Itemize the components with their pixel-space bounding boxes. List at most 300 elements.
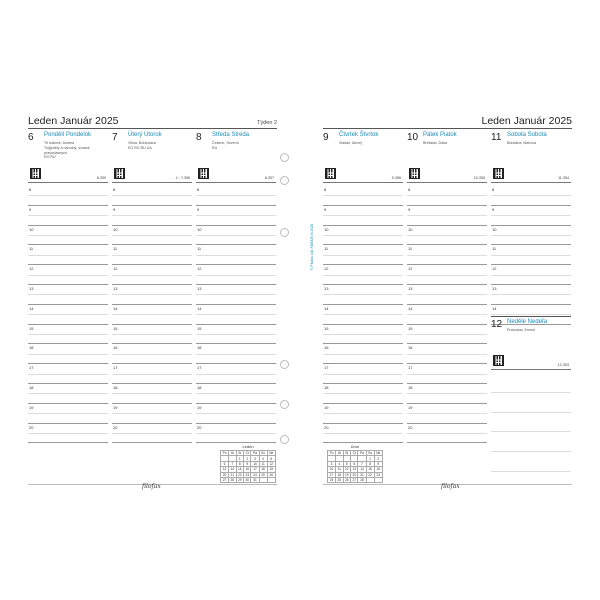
hour-row (323, 325, 403, 345)
day-name: Neděle Nedeľa (507, 319, 548, 325)
hour-label: 18 (113, 384, 118, 390)
mini-calendar-cell: 18 (337, 472, 342, 477)
mini-calendar-cell: 21 (230, 472, 235, 477)
day-note: Vilma, Bohuslava (128, 141, 156, 145)
day-number: 7 (112, 132, 118, 143)
hour-label: 16 (29, 345, 34, 351)
half-hour-line (28, 255, 108, 256)
half-hour-line (112, 235, 192, 236)
day-divider (196, 182, 276, 183)
qr-code-icon (493, 168, 504, 179)
hour-label: 20 (29, 424, 34, 430)
half-hour-line (196, 334, 276, 335)
mini-calendar-cell: 22 (237, 472, 242, 477)
day-column (491, 130, 571, 460)
half-hour-line (323, 275, 403, 276)
hour-row (323, 245, 403, 265)
hour-label: 12 (408, 266, 413, 272)
hour-row (323, 186, 403, 206)
hour-row (323, 305, 403, 325)
mini-calendar-cell: 14 (230, 467, 235, 472)
mini-calendar-february (327, 444, 383, 483)
hour-label: 10 (324, 226, 329, 232)
half-hour-line (407, 215, 487, 216)
half-hour-line (407, 374, 487, 375)
half-hour-line (407, 195, 487, 196)
page-header (323, 114, 572, 129)
half-hour-line (112, 314, 192, 315)
half-hour-line (28, 215, 108, 216)
hour-label: 19 (408, 404, 413, 410)
half-hour-line (196, 215, 276, 216)
hour-row (28, 325, 108, 345)
day-header (112, 130, 192, 178)
half-hour-line (407, 314, 487, 315)
day-count: 12-353 (557, 363, 569, 367)
hour-row (196, 226, 276, 246)
half-hour-line (196, 294, 276, 295)
mini-calendar-grid (220, 450, 276, 483)
hour-row (323, 285, 403, 305)
day-number: 11 (491, 132, 502, 143)
day-count: 6-359 (96, 176, 106, 180)
hour-label: 9 (492, 206, 495, 212)
hour-row (407, 245, 487, 265)
half-hour-line (491, 235, 571, 236)
mini-calendar-cell: 5 (267, 456, 275, 461)
hour-row (196, 325, 276, 345)
hour-label: 10 (113, 226, 118, 232)
half-hour-line (196, 413, 276, 414)
hour-label: 11 (29, 246, 34, 252)
mini-calendar-cell: Út (336, 451, 343, 456)
hour-row (491, 265, 571, 285)
note-line (491, 373, 571, 393)
day-name: Sobota Sobota (507, 132, 547, 138)
hour-label: 13 (492, 285, 497, 291)
day-header (28, 130, 108, 178)
day-header (491, 317, 571, 365)
half-hour-line (407, 413, 487, 414)
hour-row (112, 424, 192, 444)
hour-row (28, 206, 108, 226)
hour-row (112, 404, 192, 424)
hour-label: 8 (113, 187, 116, 192)
day-column (323, 130, 403, 460)
week-label: Týden 2 (257, 120, 277, 126)
hour-label: 10 (492, 226, 497, 232)
day-notes (339, 141, 399, 146)
day-number: 10 (407, 132, 419, 143)
day-note: Břetislav, Dáša (423, 141, 447, 145)
day-header (196, 130, 276, 178)
hour-row (323, 265, 403, 285)
hour-label: 11 (492, 246, 497, 252)
hour-label: 13 (113, 285, 118, 291)
mini-calendar-cell: 2 (374, 456, 382, 461)
mini-calendar-cell: Čt (351, 451, 358, 456)
mini-calendar-cell (366, 477, 374, 482)
half-hour-line (112, 433, 192, 434)
hour-label: 14 (492, 305, 497, 311)
hour-label: 8 (324, 187, 327, 192)
hour-label: 12 (29, 266, 34, 272)
hour-label: 14 (324, 305, 329, 311)
mini-calendar-cell: 11 (336, 467, 343, 472)
mini-calendar-cell: 12 (344, 467, 349, 472)
mini-calendar-cell: 24 (328, 477, 336, 482)
mini-calendar-cell: 20 (221, 472, 229, 477)
hour-row (407, 305, 487, 325)
day-header (491, 130, 571, 178)
hour-row (196, 344, 276, 364)
ring-hole (280, 153, 289, 162)
day-note: RU (212, 145, 218, 150)
hour-label: 20 (113, 424, 118, 430)
half-hour-line (196, 314, 276, 315)
hour-row (28, 344, 108, 364)
half-hour-line (112, 354, 192, 355)
hour-row (407, 424, 487, 444)
mini-calendar-cell: Po (328, 451, 336, 456)
mini-calendar-cell: 29 (237, 478, 242, 483)
day-column (407, 130, 487, 460)
half-hour-line (323, 314, 403, 315)
hour-label: 12 (197, 266, 202, 272)
half-hour-line (491, 275, 571, 276)
hour-label: 11 (197, 246, 202, 252)
mini-calendar-cell: 27 (221, 477, 229, 482)
hour-row (196, 424, 276, 444)
mini-calendar-cell: 15 (366, 467, 374, 472)
mini-calendar-cell: 20 (352, 472, 356, 477)
day-notes (128, 141, 188, 151)
hour-row (112, 325, 192, 345)
mini-calendar-cell: Pá (358, 451, 366, 456)
hour-row (196, 265, 276, 285)
day-number: 12 (491, 319, 503, 330)
mini-calendar-cell: Ne (267, 451, 275, 456)
page-header (28, 114, 277, 129)
mini-calendar-cell: Ne (374, 451, 382, 456)
mini-calendar-cell: 19 (267, 467, 275, 472)
half-hour-line (407, 294, 487, 295)
hour-label: 15 (408, 325, 413, 331)
hour-row (28, 384, 108, 404)
day-note: Vladan, Alexej (339, 141, 362, 145)
mini-calendar-cell: Út (229, 451, 236, 456)
hour-label: 9 (197, 206, 200, 212)
note-line (491, 393, 571, 413)
mini-calendar-cell (259, 477, 267, 482)
sunday-section (491, 316, 571, 377)
mini-calendar-cell: Čt (244, 451, 251, 456)
half-hour-line (196, 393, 276, 394)
hour-label: 12 (492, 266, 497, 272)
hour-label: 11 (408, 246, 413, 252)
ring-hole (280, 228, 289, 237)
mini-calendar-cell: 1 (236, 456, 243, 461)
mini-calendar-cell: 12 (267, 461, 275, 466)
sunday-lines (491, 373, 571, 472)
hour-label: 15 (113, 325, 118, 331)
mini-calendar-cell: 16 (245, 467, 249, 472)
qr-code-icon (198, 168, 209, 179)
hour-label: 10 (408, 226, 413, 232)
mini-calendar-cell (267, 477, 275, 482)
hour-row (196, 285, 276, 305)
qr-code-icon (493, 355, 504, 366)
mini-calendar-cell: 4 (259, 456, 267, 461)
hour-row (112, 186, 192, 206)
hour-label: 9 (113, 206, 116, 212)
half-hour-line (323, 215, 403, 216)
mini-calendar-cell: 23 (374, 472, 382, 477)
half-hour-line (196, 433, 276, 434)
day-divider (407, 182, 487, 183)
half-hour-line (323, 354, 403, 355)
hour-row (323, 344, 403, 364)
hour-row (28, 364, 108, 384)
hour-row (196, 186, 276, 206)
day-note: Pravoslav, Ernest (507, 328, 535, 332)
day-note: Trojjediný a narodný, sviatok pravoslávnych (44, 145, 90, 155)
day-count: 8-357 (264, 176, 274, 180)
half-hour-line (112, 195, 192, 196)
hour-row (196, 305, 276, 325)
mini-calendar-cell: 10 (251, 461, 259, 466)
hour-label: 18 (324, 384, 329, 390)
hour-label: 14 (113, 305, 118, 311)
half-hour-line (112, 294, 192, 295)
hour-row (112, 364, 192, 384)
half-hour-line (323, 255, 403, 256)
day-notes (507, 328, 567, 333)
hour-label: 8 (408, 187, 411, 192)
hour-row (407, 226, 487, 246)
hour-label: 11 (324, 246, 329, 252)
half-hour-line (323, 433, 403, 434)
filofax-logo: filofax (441, 483, 460, 490)
day-count: 10-355 (473, 176, 485, 180)
half-hour-line (28, 334, 108, 335)
day-column (196, 130, 276, 460)
day-count: 9-356 (391, 176, 401, 180)
hour-label: 19 (324, 404, 329, 410)
mini-calendar-cell: 8 (236, 461, 243, 466)
mini-calendar-cell: 17 (328, 472, 336, 477)
filofax-logo: filofax (142, 483, 161, 490)
hour-label: 8 (29, 187, 32, 192)
mini-calendar-january (220, 444, 276, 483)
hour-row (28, 285, 108, 305)
half-hour-line (28, 413, 108, 414)
qr-code-icon (30, 168, 41, 179)
hour-label: 12 (113, 266, 118, 272)
hour-label: 13 (408, 285, 413, 291)
hour-row (407, 285, 487, 305)
hour-label: 20 (324, 424, 329, 430)
hour-row (28, 186, 108, 206)
half-hour-line (112, 374, 192, 375)
right-page (315, 104, 580, 499)
hour-list (407, 186, 487, 443)
day-header (407, 130, 487, 178)
hour-row (28, 404, 108, 424)
hour-row (491, 186, 571, 206)
half-hour-line (28, 433, 108, 434)
hour-label: 13 (29, 285, 34, 291)
half-hour-line (28, 235, 108, 236)
mini-calendar-cell: So (259, 451, 267, 456)
hour-label: 9 (29, 206, 32, 212)
hour-label: 20 (408, 424, 413, 430)
hour-label: 15 (197, 325, 202, 331)
hour-row (407, 265, 487, 285)
hour-label: 9 (324, 206, 327, 212)
hour-row (196, 245, 276, 265)
day-notes (44, 141, 104, 160)
day-count: 4 · 7-358 (175, 176, 190, 180)
mini-calendar-cell: 23 (245, 472, 249, 477)
hour-label: 16 (408, 345, 413, 351)
mini-calendar-cell: 13 (352, 467, 356, 472)
mini-calendar-cell: 9 (374, 461, 382, 466)
hour-row (407, 404, 487, 424)
day-note: EG RO RU UA (128, 145, 152, 150)
hour-row (323, 226, 403, 246)
qr-code-icon (325, 168, 336, 179)
hour-row (407, 325, 487, 345)
half-hour-line (196, 195, 276, 196)
hour-list (28, 186, 108, 443)
hour-row (323, 384, 403, 404)
day-divider (491, 369, 571, 370)
half-hour-line (28, 275, 108, 276)
note-line (491, 413, 571, 433)
hour-row (323, 364, 403, 384)
qr-code-icon (114, 168, 125, 179)
hour-row (112, 285, 192, 305)
day-number: 9 (323, 132, 329, 143)
half-hour-line (196, 354, 276, 355)
hour-row (323, 424, 403, 444)
half-hour-line (196, 235, 276, 236)
hour-row (491, 245, 571, 265)
mini-calendar-cell: 5 (343, 461, 350, 466)
mini-calendar-cell: 22 (366, 472, 374, 477)
mini-calendar-cell: 28 (358, 477, 366, 482)
half-hour-line (28, 314, 108, 315)
hour-row (28, 424, 108, 444)
mini-calendar-cell: 25 (259, 472, 267, 477)
mini-calendar-cell: 25 (337, 478, 342, 483)
mini-calendar-cell: 13 (221, 467, 229, 472)
mini-calendar-cell: So (366, 451, 374, 456)
day-notes (212, 141, 272, 151)
hour-label: 18 (29, 384, 34, 390)
hour-label: 17 (29, 365, 34, 371)
hour-label: 10 (197, 226, 202, 232)
day-number: 8 (196, 132, 202, 143)
mini-calendar-cell: 10 (328, 467, 336, 472)
hour-label: 17 (324, 365, 329, 371)
hour-label: 14 (29, 305, 34, 311)
mini-calendar-cell: 6 (221, 461, 229, 466)
mini-calendar-cell: 2 (244, 456, 251, 461)
hour-row (323, 206, 403, 226)
ring-hole (280, 400, 289, 409)
day-note: Tři králové, Andrea (44, 141, 75, 145)
half-hour-line (491, 255, 571, 256)
hour-row (28, 305, 108, 325)
hour-list (112, 186, 192, 443)
month-title: Leden Január 2025 (481, 115, 572, 127)
hour-row (28, 265, 108, 285)
hour-label: 15 (29, 325, 34, 331)
mini-calendar-cell: 30 (245, 478, 249, 483)
half-hour-line (323, 294, 403, 295)
half-hour-line (323, 195, 403, 196)
mini-calendar-cell: 1 (366, 456, 374, 461)
half-hour-line (407, 235, 487, 236)
hour-label: 16 (197, 345, 202, 351)
day-note: RO RU (44, 155, 56, 160)
day-name: Pátek Piatok (423, 132, 457, 138)
hour-label: 10 (29, 226, 34, 232)
mini-calendar-title: Únor (350, 444, 360, 449)
half-hour-line (28, 393, 108, 394)
day-header (323, 130, 403, 178)
hour-label: 17 (113, 365, 118, 371)
hour-label: 12 (324, 266, 329, 272)
half-hour-line (323, 235, 403, 236)
mini-calendar-cell: 3 (328, 461, 336, 466)
mini-calendar-cell: 9 (244, 461, 251, 466)
ring-hole (280, 360, 289, 369)
mini-calendar-cell: 18 (259, 467, 267, 472)
hour-label: 19 (113, 404, 118, 410)
half-hour-line (323, 334, 403, 335)
hour-row (112, 344, 192, 364)
hour-label: 13 (324, 285, 329, 291)
mini-calendar-cell: 8 (366, 461, 374, 466)
mini-calendar-cell: St (343, 451, 350, 456)
hour-row (112, 384, 192, 404)
mini-calendar-cell: 16 (374, 467, 382, 472)
hour-row (196, 206, 276, 226)
mini-calendar-cell: 7 (229, 461, 236, 466)
hour-label: 18 (408, 384, 413, 390)
day-number: 6 (28, 132, 34, 143)
day-notes (507, 141, 567, 146)
hour-label: 8 (197, 187, 200, 192)
hour-label: 20 (197, 424, 202, 430)
hour-row (407, 186, 487, 206)
hour-row (112, 206, 192, 226)
left-page (20, 104, 285, 499)
hour-row (407, 364, 487, 384)
half-hour-line (112, 413, 192, 414)
hour-label: 9 (408, 206, 411, 212)
hour-list (196, 186, 276, 443)
hour-row (407, 206, 487, 226)
half-hour-line (112, 334, 192, 335)
hour-row (28, 245, 108, 265)
spine-imprint: © Filofax Ltd. FD6825 N 2025 (310, 223, 314, 270)
mini-calendar-cell: 17 (251, 467, 259, 472)
hour-list (491, 186, 571, 325)
